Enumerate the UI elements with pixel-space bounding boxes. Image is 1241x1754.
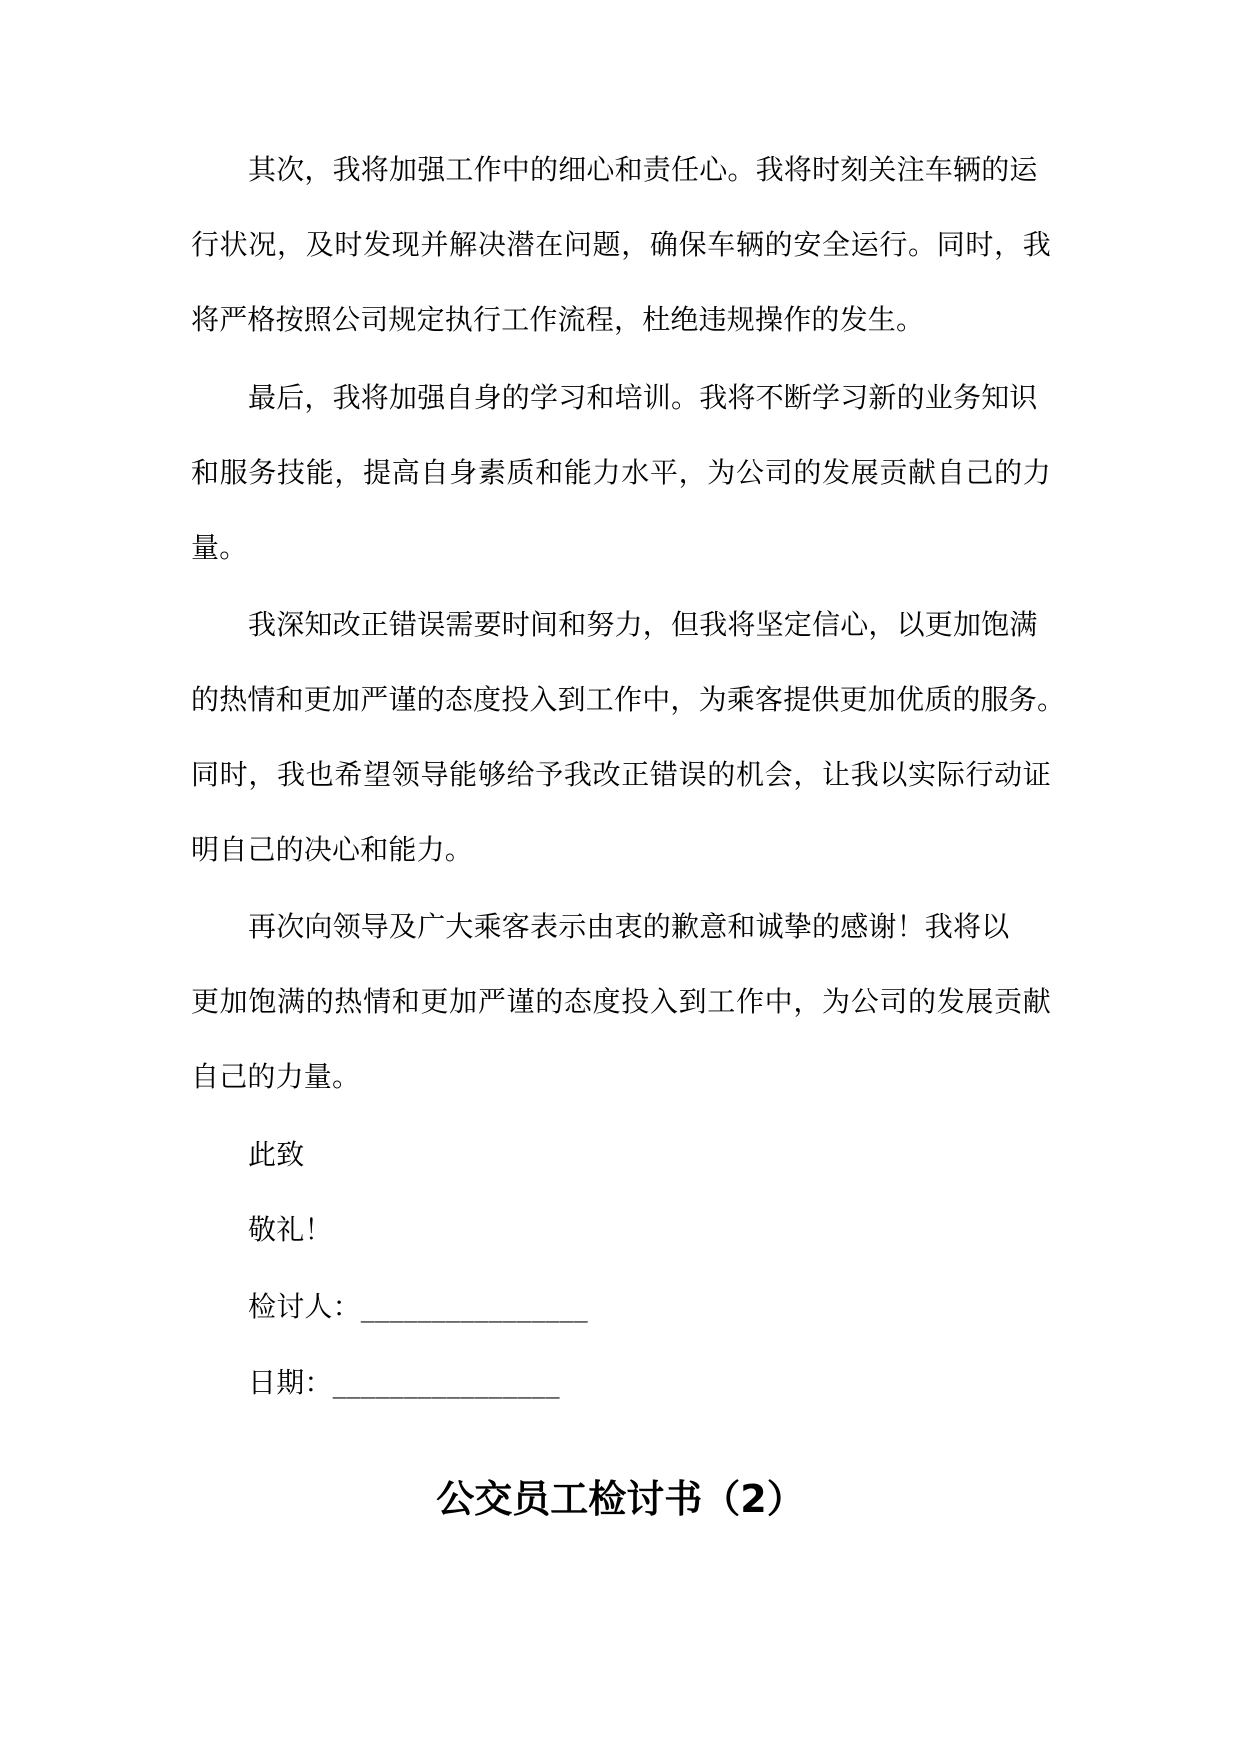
section-title: 公交员工检讨书（2）	[436, 1477, 805, 1521]
text-line: 自己的力量。	[191, 1060, 361, 1093]
text-line: 最后，我将加强自身的学习和培训。我将不断学习新的业务知识	[248, 381, 1038, 414]
text-line: 同时，我也希望领导能够给予我改正错误的机会，让我以实际行动证	[191, 758, 1051, 791]
text-line: 行状况，及时发现并解决潜在问题，确保车辆的安全运行。同时，我	[191, 228, 1051, 261]
text-line: 明自己的决心和能力。	[191, 833, 474, 866]
text-line: 其次，我将加强工作中的细心和责任心。我将时刻关注车辆的运	[248, 153, 1038, 186]
signer-field: 检讨人：________________	[248, 1290, 589, 1323]
text-line: 和服务技能，提高自身素质和能力水平，为公司的发展贡献自己的力	[191, 456, 1051, 489]
text-line: 更加饱满的热情和更加严谨的态度投入到工作中，为公司的发展贡献	[191, 985, 1051, 1018]
salutation-text: 敬礼！	[248, 1213, 333, 1246]
closing-text: 此致	[248, 1138, 305, 1171]
text-line: 我深知改正错误需要时间和努力，但我将坚定信心，以更加饱满	[248, 608, 1038, 641]
text-line: 将严格按照公司规定执行工作流程，杜绝违规操作的发生。	[191, 303, 925, 336]
text-line: 再次向领导及广大乘客表示由衷的歉意和诚挚的感谢！我将以	[248, 910, 1010, 943]
date-field: 日期：________________	[248, 1366, 560, 1399]
text-line: 的热情和更加严谨的态度投入到工作中，为乘客提供更加优质的服务。	[191, 683, 1066, 716]
text-line: 量。	[191, 531, 248, 564]
